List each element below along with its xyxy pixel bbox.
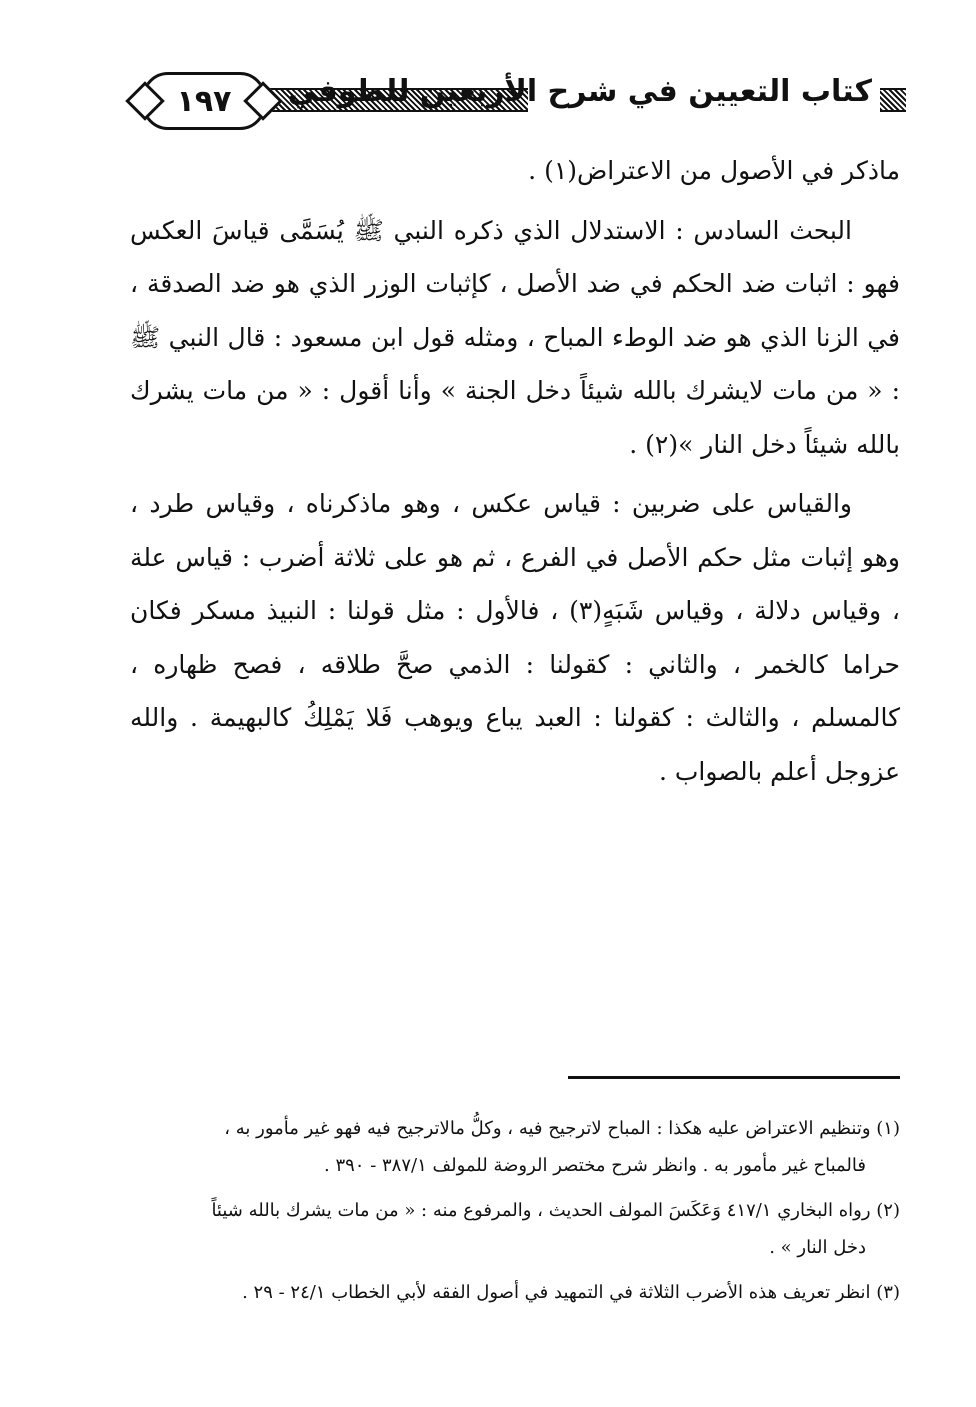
page-number: ١٩٧	[142, 72, 266, 130]
page-header	[128, 68, 906, 130]
paragraph-3: والقياس على ضربين : قياس عكس ، وهو ماذكرناه ، وقياس طرد ، وهو إثبات مثل حكم الأصل في الفرع ، ثم هو على ثلاثة أضرب : قياس علة ، وقياس دلالة ، وقياس شَبَهٍ(٣) ، فالأول : مثل قولنا : النبيذ مسكر فكان حراما كالخمر ، والثاني : كقولنا : الذمي صحَّ طلاقه ، فصح ظهاره ، كالمسلم ، والثالث : كقولنا : العبد يباع ويوهب فَلا يَمْلِكُ كالبهيمة . والله عزوجل أعلم بالصواب .	[130, 489, 901, 786]
footnote-2-text: (٢) رواه البخاري ٤١٧/١ وَعَكَسَ المولف الحديث ، والمرفوع منه : « من مات يشرك بالله شيئاً	[211, 1200, 900, 1221]
paragraph-1: ماذكر في الأصول من الاعتراض(١) .	[528, 156, 900, 185]
paragraph-2: البحث السادس : الاستدلال الذي ذكره النبي ﷺ يُسَمَّى قياسَ العكس فهو : اثبات ضد الحكم في ضد الأصل ، كإثبات الوزر الذي هو ضد الصدقة ، في الزنا الذي هو ضد الوطء المباح ، ومثله قول ابن مسعود : قال النبي ﷺ : « من مات لايشرك بالله شيئاً دخل الجنة » وأنا أقول : « من مات يشرك بالله شيئاً دخل النار »(٢) .	[130, 215, 900, 459]
footnote-2	[130, 1192, 900, 1266]
footnote-3-text: (٣) انظر تعريف هذه الأضرب الثلاثة في التمهيد في أصول الفقه لأبي الخطاب ٢٤/١ - ٢٩ .	[242, 1282, 900, 1303]
footnote-1-continuation: فالمباح غير مأمور به . وانظر شرح مختصر الروضة للمولف ٣٨٧/١ - ٣٩٠ .	[324, 1155, 866, 1176]
book-title: كتاب التعيين في شرح الأربعين للطوفي	[287, 74, 872, 109]
footnote-1-text: (١) وتنظيم الاعتراض عليه هكذا : المباح لاترجيح فيه ، وكلُّ مالاترجيح فيه فهو غير مأمور به ،	[224, 1118, 900, 1139]
footnote-separator	[568, 1076, 900, 1079]
main-text	[130, 144, 900, 804]
footnote-3	[130, 1274, 900, 1311]
header-ornament-right	[880, 88, 906, 112]
footnotes	[130, 1110, 900, 1319]
footnote-1	[130, 1110, 900, 1184]
footnote-2-continuation: دخل النار » .	[769, 1237, 866, 1258]
